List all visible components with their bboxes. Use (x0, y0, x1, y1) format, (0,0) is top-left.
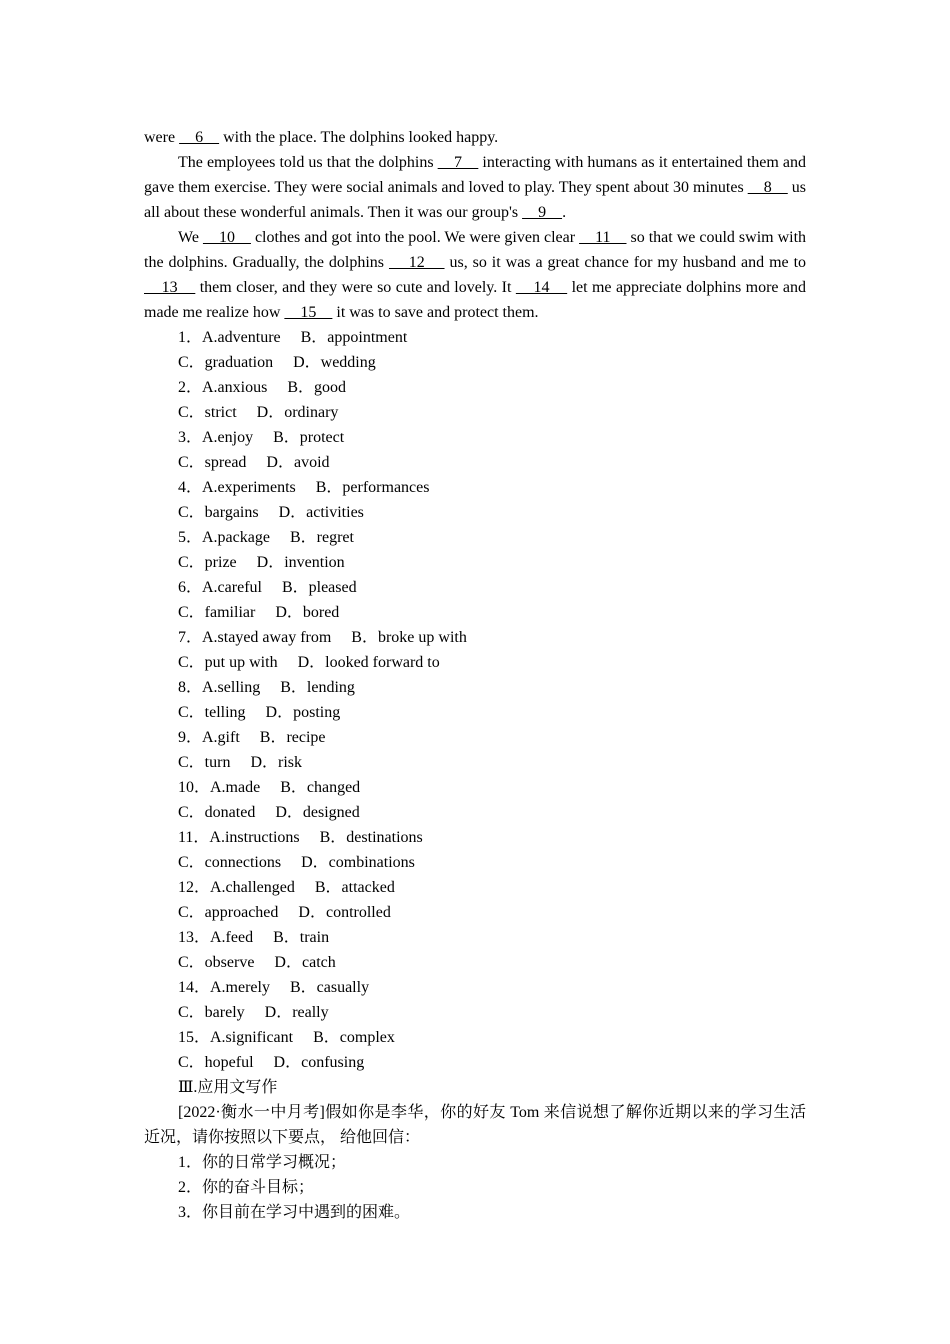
text: were (144, 129, 180, 146)
blank-14: 14 (515, 279, 568, 296)
text: interacting with humans as it entertained them and gave them exercise. They were social animals and loved to play. They spent about 30 minutes (144, 154, 807, 196)
blank-6: 6 (179, 129, 220, 146)
blank-11: 11 (579, 229, 627, 246)
option-line: C．telling D．posting (178, 704, 341, 721)
text: so that we could swim with the dolphins. Gradually, the dolphins (144, 229, 807, 271)
text: let me appreciate dolphins more and made me realize how (144, 279, 807, 321)
passage-paragraph-3 (144, 225, 806, 325)
text: us, so it was a great chance for my husband and me to (444, 254, 807, 271)
blank-7: 7 (437, 154, 479, 171)
writing-point: 3．你目前在学习中遇到的困难。 (178, 1204, 411, 1221)
text: with the place. The dolphins looked happy. (219, 129, 499, 146)
blank-15: 15 (284, 304, 333, 321)
option-line: 11．A.instructions B．destinations (178, 829, 423, 846)
text: clothes and got into the pool. We were given clear (250, 229, 580, 246)
text: it was to save and protect them. (332, 304, 539, 321)
option-line: C．spread D．avoid (178, 454, 330, 471)
option-line: C．bargains D．activities (178, 504, 364, 521)
option-line: 3．A.enjoy B．protect (178, 429, 345, 446)
text: . (562, 204, 567, 221)
text: them closer, and they were so cute and lovely. It (195, 279, 516, 296)
blank-9: 9 (522, 204, 563, 221)
option-line: 13．A.feed B．train (178, 929, 330, 946)
blank-10: 10 (202, 229, 251, 246)
writing-point: 1．你的日常学习概况； (178, 1154, 347, 1171)
option-line: C．donated D．designed (178, 804, 360, 821)
option-line: 14．A.merely B．casually (178, 979, 370, 996)
blank-12: 12 (388, 254, 445, 271)
option-line: C．approached D．controlled (178, 904, 391, 921)
passage-paragraph-1 (144, 125, 806, 150)
blank-8: 8 (747, 179, 788, 196)
option-line: 6．A.careful B．pleased (178, 579, 357, 596)
option-line: 7．A.stayed away from B．broke up with (178, 629, 467, 646)
option-line: 8．A.selling B．lending (178, 679, 355, 696)
option-line: C．graduation D．wedding (178, 354, 376, 371)
option-line: C．observe D．catch (178, 954, 336, 971)
option-line: C．put up with D．looked forward to (178, 654, 440, 671)
writing-point: 2．你的奋斗目标； (178, 1179, 315, 1196)
option-line: 2．A.anxious B．good (178, 379, 347, 396)
option-line: 9．A.gift B．recipe (178, 729, 326, 746)
option-line: 5．A.package B．regret (178, 529, 354, 546)
document-page (144, 125, 806, 1225)
option-line: C．strict D．ordinary (178, 404, 339, 421)
section-heading: Ⅲ.应用文写作 (178, 1079, 278, 1096)
text: The employees told us that the dolphins (178, 154, 438, 171)
blank-13: 13 (144, 279, 196, 296)
option-line: C．prize D．invention (178, 554, 345, 571)
option-line: 15．A.significant B．complex (178, 1029, 395, 1046)
option-line: 4．A.experiments B．performances (178, 479, 430, 496)
option-line: 10．A.made B．changed (178, 779, 361, 796)
option-line: 12．A.challenged B．attacked (178, 879, 395, 896)
text: us all about these wonderful animals. Then it was our group's (144, 179, 807, 221)
option-line: C．barely D．really (178, 1004, 329, 1021)
option-line: C．hopeful D．confusing (178, 1054, 365, 1071)
text: We (178, 229, 203, 246)
option-line: C．connections D．combinations (178, 854, 415, 871)
option-line: 1．A.adventure B．appointment (178, 329, 408, 346)
options-list (144, 325, 806, 1075)
option-line: C．turn D．risk (178, 754, 303, 771)
writing-prompt: [2022·衡水一中月考]假如你是李华，你的好友 Tom 来信说想了解你近期以来的学习生活近况，请你按照以下要点， 给他回信： (144, 1104, 806, 1146)
passage-paragraph-2 (144, 150, 806, 225)
option-line: C．familiar D．bored (178, 604, 340, 621)
